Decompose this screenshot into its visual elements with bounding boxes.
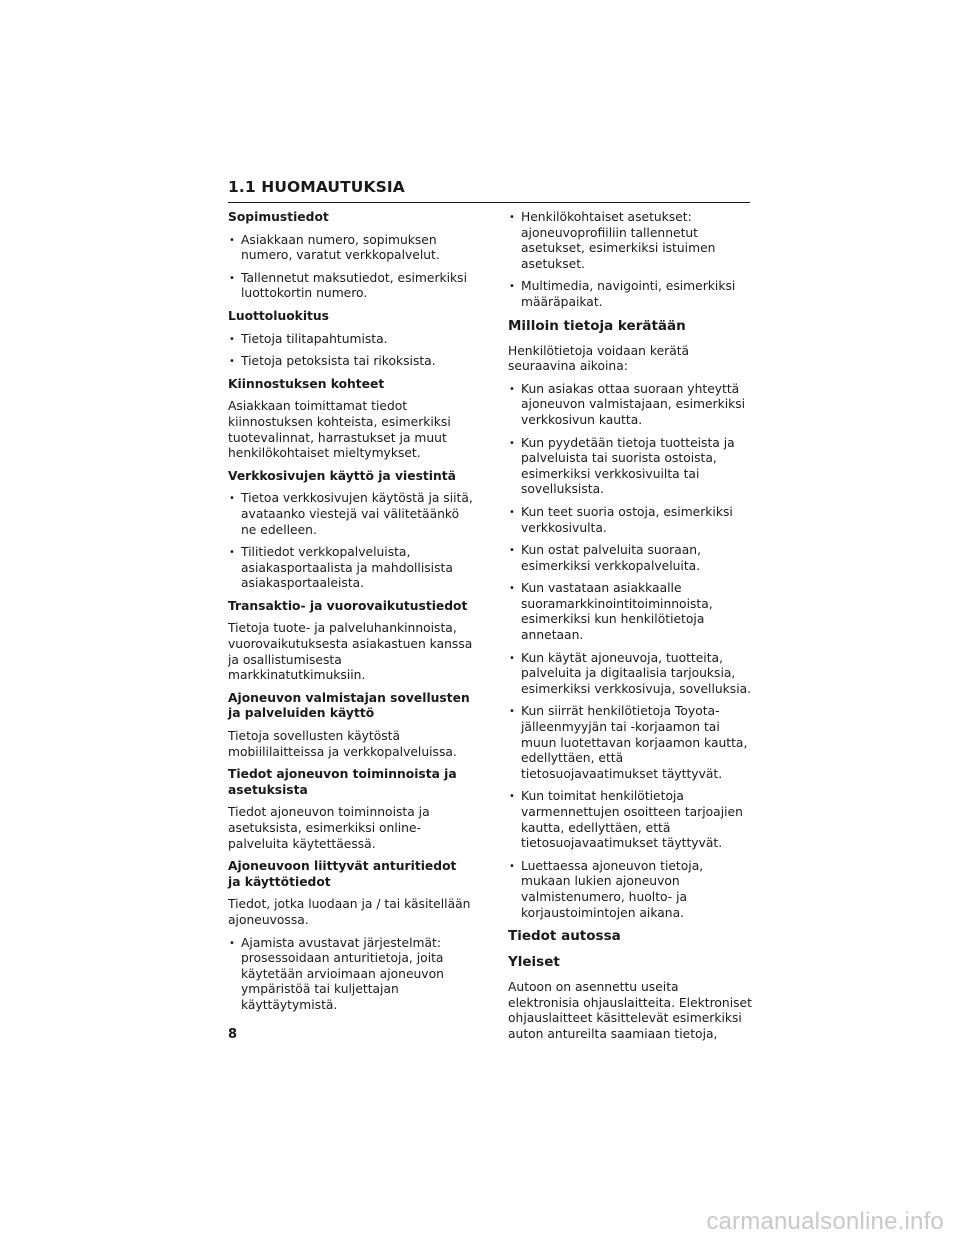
list-item: • Henkilökohtaiset asetukset: ajoneuvoprofiiliin tallennetut asetukset, esimerkiksi istuimen asetukset. [508,210,753,272]
heading-tiedot-ajoneuvon-toiminnoista-ja-asetuks: Tiedot ajoneuvon toiminnoista ja asetuksista [228,767,457,797]
paragraph: Tiedot, jotka luodaan ja / tai käsitellään ajoneuvossa. [228,897,471,927]
heading-ajoneuvon-valmistajan-sovellusten-ja-pal: Ajoneuvon valmistajan sovellusten ja palveluiden käyttö [228,690,470,721]
paragraph: Tiedot ajoneuvon toiminnoista ja asetuksista, esimerkiksi online-palveluita käytettäessä. [228,805,430,851]
section-header: 1.1 HUOMAUTUKSIA [228,178,750,203]
list-item: • Tietoja petoksista tai rikoksista. [228,354,473,370]
bullet-list [228,332,473,370]
paragraph: Henkilötietoja voidaan kerätä seuraavina aikoina: [508,343,690,374]
page-number: 8 [228,1027,238,1042]
paragraph: Asiakkaan toimittamat tiedot kiinnostuksen kohteista, esimerkiksi tuotevalinnat, harrastukset ja muut henkilökohtaiset mieltymykset. [228,399,451,461]
list-item: • Kun pyydetään tietoja tuotteista ja palveluista tai suorista ostoista, esimerkiksi verkkosivuilta tai sovelluksista. [508,436,753,498]
bullet-list [228,491,473,592]
list-item: • Tietoja tilitapahtumista. [228,332,473,348]
heading-milloin-tietoja-ker-t-n: Milloin tietoja kerätään [508,317,686,334]
list-item: • Tallennetut maksutiedot, esimerkiksi luottokortin numero. [228,271,473,302]
bullet-list [508,210,753,311]
heading-kiinnostuksen-kohteet: Kiinnostuksen kohteet [228,376,385,391]
list-item: • Asiakkaan numero, sopimuksen numero, varatut verkkopalvelut. [228,233,473,264]
list-item: • Kun käytät ajoneuvoja, tuotteita, palveluita ja digitaalisia tarjouksia, esimerkiksi verkkosivuja, sovelluksia. [508,651,753,698]
right-column [508,210,753,1050]
list-item: • Kun toimitat henkilötietoja varmennettujen osoitteen tarjoajien kautta, edellyttäen, että tietosuojavaatimukset täyttyvät. [508,789,753,851]
heading-ajoneuvoon-liittyv-t-anturitiedot-ja-k-y: Ajoneuvoon liittyvät anturitiedot ja käyttötiedot [228,859,457,889]
heading-sopimustiedot: Sopimustiedot [228,210,329,224]
bullet-list [508,382,753,921]
paragraph: Autoon on asennettu useita elektronisia ohjauslaitteita. Elektroniset ohjauslaitteet käsittelevät esimerkiksi auton antureilta saamiaan tietoja, [508,980,752,1041]
heading-tiedot-autossa: Tiedot autossa [508,928,621,945]
list-item: • Tietoa verkkosivujen käytöstä ja siitä, avataanko viestejä vai välitetäänkö ne edelleen. [228,491,473,538]
bullet-list [228,936,473,1014]
watermark: carmanualsonline.info [706,1208,944,1235]
list-item: • Tilitiedot verkkopalveluista, asiakasportaalista ja mahdollisista asiakasportaaleista. [228,545,473,592]
list-item: • Luettaessa ajoneuvon tietoja, mukaan lukien ajoneuvon valmistenumero, huolto- ja korjaustoimintojen aikana. [508,859,753,921]
list-item: • Kun teet suoria ostoja, esimerkiksi verkkosivulta. [508,505,753,536]
paragraph: Tietoja sovellusten käytöstä mobiililaitteissa ja verkkopalveluissa. [228,729,457,759]
list-item: • Multimedia, navigointi, esimerkiksi määräpaikat. [508,279,753,310]
list-item: • Kun asiakas ottaa suoraan yhteyttä ajoneuvon valmistajaan, esimerkiksi verkkosivun kautta. [508,382,753,429]
bullet-list [228,233,473,302]
heading-luottoluokitus: Luottoluokitus [228,308,330,323]
left-column [228,210,473,1021]
paragraph: Tietoja tuote- ja palveluhankinnoista, vuorovaikutuksesta asiakastuen kanssa ja osallistumisesta markkinatutkimuksiin. [228,621,473,683]
heading-transaktio-ja-vuorovaikutustiedot: Transaktio- ja vuorovaikutustiedot [228,598,468,613]
list-item: • Kun siirrät henkilötietoja Toyota-jälleenmyyjän tai -korjaamon tai muun luotettavan korjaamon kautta, edellyttäen, että tietosuojavaatimukset täyttyvät. [508,704,753,782]
list-item: • Ajamista avustavat järjestelmät: prosessoidaan anturitietoja, joita käytetään arvioimaan ajoneuvon ympäristöä tai kuljettajan käyttäytymistä. [228,936,473,1014]
list-item: • Kun vastataan asiakkaalle suoramarkkinointitoiminnoista, esimerkiksi kun henkilötietoja annetaan. [508,581,753,643]
heading-verkkosivujen-k-ytt-ja-viestint: Verkkosivujen käyttö ja viestintä [228,468,456,483]
heading-yleiset: Yleiset [508,954,560,971]
list-item: • Kun ostat palveluita suoraan, esimerkiksi verkkopalveluita. [508,543,753,574]
